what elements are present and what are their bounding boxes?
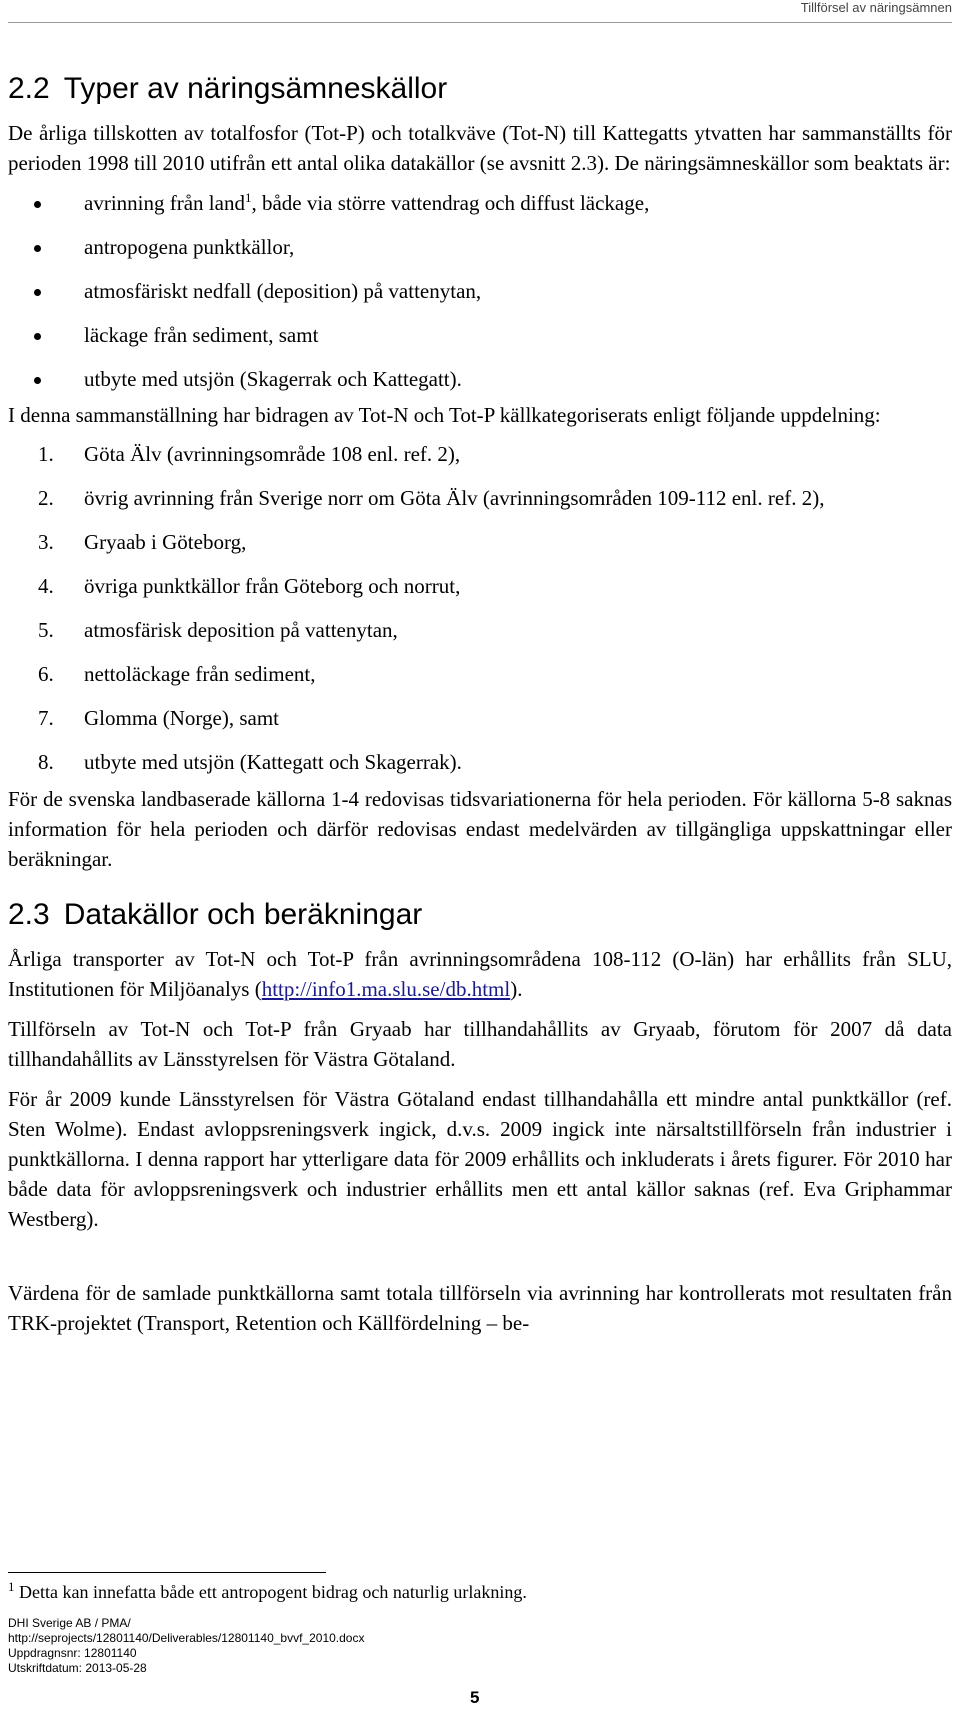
- running-header: Tillförsel av näringsämnen: [800, 0, 952, 15]
- paragraph-2009: För år 2009 kunde Länsstyrelsen för Västra Götaland endast tillhandahålla ett mindre antal punktkällor (ref. Sten Wolme). Endast avloppsreningsverk ingick, d.v.s. 2009 ingick inte närsaltstillförseln från industrier i punktkällorna. I denna rapport har ytterligare data för 2009 erhållits och inkluderats i årets figurer. För 2010 har både data för avloppsreningsverk och industrier erhållits men ett antal källor saknas (ref. Eva Griphammar Westberg).: [8, 1087, 952, 1231]
- category-item: 6. nettoläckage från sediment,: [38, 662, 316, 686]
- bullet-icon: [34, 201, 41, 208]
- section-heading-2-3: [8, 898, 952, 932]
- bullet-item: antropogena punktkällor,: [8, 232, 952, 262]
- categorization-intro: I denna sammanställning har bidragen av Tot-N och Tot-P källkategoriserats enligt följande uppdelning:: [8, 403, 881, 427]
- category-item: 2. övrig avrinning från Sverige norr om Göta Älv (avrinningsområden 109-112 enl. ref. 2),: [38, 486, 825, 510]
- category-item: 3. Gryaab i Göteborg,: [38, 530, 247, 554]
- paragraph-slu: Årliga transporter av Tot-N och Tot-P från avrinningsområdena 108-112 (O-län) har erhållits från SLU, Institutionen för Miljöanalys (http://info1.ma.slu.se/db.html).: [8, 947, 952, 1001]
- page-number: 5: [470, 1688, 480, 1707]
- section-title: Datakällor och beräkningar: [63, 898, 423, 931]
- page-body: [8, 72, 952, 1338]
- source-bullet-list: [8, 188, 952, 394]
- bullet-item: utbyte med utsjön (Skagerrak och Kattegatt).: [8, 364, 952, 394]
- bullet-item: läckage från sediment, samt: [8, 320, 952, 350]
- document-footer: [8, 1616, 364, 1676]
- bullet-icon: [34, 333, 41, 340]
- paragraph-trk: Värdena för de samlade punktkällorna samt totala tillförseln via avrinning har kontrollerats mot resultaten från TRK-projektet (Transport, Retention och Källfördelning – be-: [8, 1281, 952, 1335]
- footnote-rule: [8, 1572, 326, 1573]
- intro-paragraph: De årliga tillskotten av totalfosfor (Tot-P) och totalkväve (Tot-N) till Kattegatts ytvatten har sammanställts för perioden 1998 till 2010 utifrån ett antal olika datakällor (se avsnitt 2.3). De näringsämneskällor som beaktats är:: [8, 121, 952, 175]
- footnote: $^1$ Detta kan innefatta både ett antropogent bidrag och naturlig urlakning.: [8, 1579, 527, 1602]
- footnote-ref: 1: [244, 190, 252, 205]
- closing-paragraph: För de svenska landbaserade källorna 1-4 redovisas tidsvariationerna för hela perioden. För källorna 5-8 saknas information för hela perioden och därför redovisas endast medelvärden av tillgängliga uppskattningar eller beräkningar.: [8, 787, 952, 871]
- category-list: [8, 440, 952, 776]
- section-number: 2.2: [8, 72, 50, 105]
- category-item: 7. Glomma (Norge), samt: [38, 706, 279, 730]
- category-item: 1. Göta Älv (avrinningsområde 108 enl. ref. 2),: [38, 442, 461, 466]
- paragraph-gryaab: Tillförseln av Tot-N och Tot-P från Gryaab har tillhandahållits av Gryaab, förutom för 2007 då data tillhandahållits av Länsstyrelsen för Västra Götaland.: [8, 1017, 952, 1071]
- bullet-item: atmosfäriskt nedfall (deposition) på vattenytan,: [8, 276, 952, 306]
- category-item: 8. utbyte med utsjön (Kattegatt och Skagerrak).: [38, 750, 462, 774]
- slu-link[interactable]: http://info1.ma.slu.se/db.html: [261, 977, 511, 1001]
- footer-order-number: Uppdragnsnr: 12801140: [8, 1646, 137, 1660]
- section-title: Typer av näringsämneskällor: [63, 72, 448, 105]
- bullet-item: avrinning från land$^1$, både via större vattendrag och diffust läckage,: [8, 188, 952, 218]
- footer-company: DHI Sverige AB / PMA/: [8, 1616, 131, 1630]
- category-item: 5. atmosfärisk deposition på vattenytan,: [38, 618, 398, 642]
- footer-print-date: Utskriftdatum: 2013-05-28: [8, 1661, 147, 1675]
- section-number: 2.3: [8, 898, 50, 931]
- footer-path: http://seprojects/12801140/Deliverables/12801140_bvvf_2010.docx: [8, 1631, 365, 1645]
- section-heading-2-2: [8, 72, 952, 106]
- bullet-icon: [34, 289, 41, 296]
- category-item: 4. övriga punktkällor från Göteborg och norrut,: [38, 574, 461, 598]
- bullet-icon: [34, 245, 41, 252]
- header-rule: [8, 22, 952, 23]
- bullet-icon: [34, 377, 41, 384]
